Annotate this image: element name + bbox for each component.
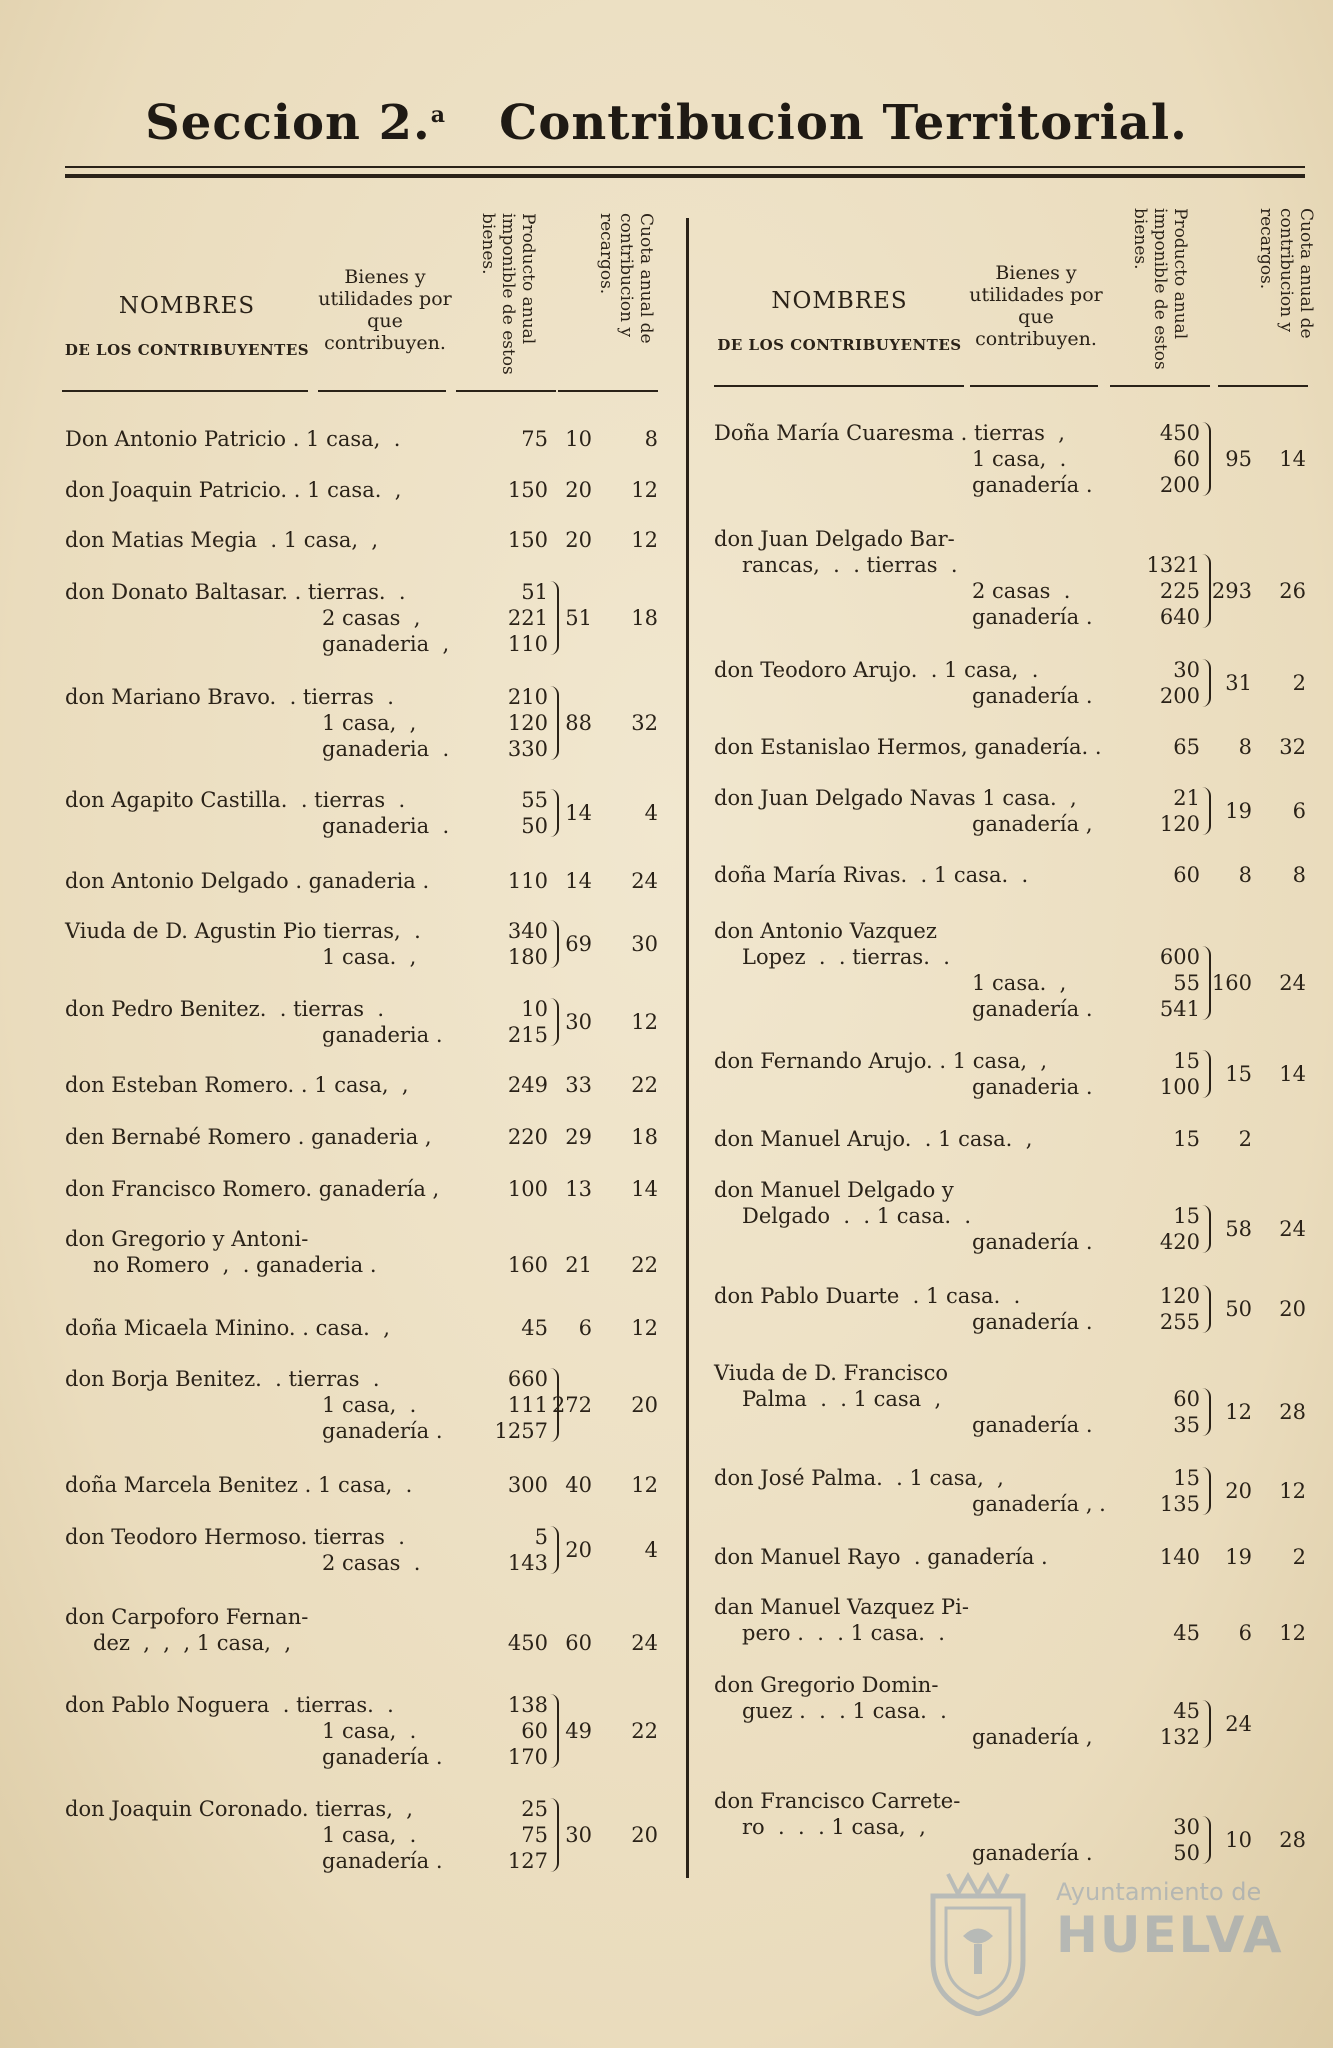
row-line: ganadería .: [972, 1310, 1093, 1334]
row-line: ganadería .: [972, 1841, 1093, 1865]
producto-value: 50: [521, 814, 548, 838]
cents-value: 26: [1279, 579, 1306, 603]
producto-value: 215: [507, 1023, 548, 1047]
producto-value: 110: [507, 869, 548, 893]
producto-value: 21: [1173, 786, 1200, 810]
row-line: ganadería ,: [972, 812, 1093, 836]
header-underline: [714, 385, 964, 387]
producto-value: 45: [521, 1316, 548, 1340]
cents-value: 4: [644, 1538, 658, 1562]
producto-value: 140: [1159, 1545, 1200, 1569]
title-rule-thick: [65, 174, 1305, 178]
cents-value: 6: [1292, 799, 1306, 823]
column-divider: [686, 218, 689, 1878]
header-producto: Producto anual imponible de estos bienes.: [478, 213, 538, 375]
cents-value: 20: [1279, 1297, 1306, 1321]
producto-value: 111: [507, 1393, 548, 1417]
row-line: Delgado . . 1 casa. .: [742, 1204, 972, 1228]
producto-value: 541: [1159, 997, 1200, 1021]
crest-icon: [918, 1866, 1038, 2016]
watermark-line1: Ayuntamiento de: [1056, 1878, 1262, 1906]
row-line: ganaderia .: [322, 814, 450, 838]
header-cuota: Cuota anual de contribucion y recargos.: [596, 213, 656, 344]
header-names: [62, 295, 312, 361]
producto-value: 127: [507, 1849, 548, 1873]
producto-value: 450: [507, 1631, 548, 1655]
row-line: 2 casas .: [972, 579, 1071, 603]
row-line: don Pablo Duarte . 1 casa. .: [714, 1284, 1021, 1308]
header-names: [712, 290, 967, 356]
row-line: ganaderia .: [322, 1023, 443, 1047]
row-line: don Teodoro Hermoso. tierras .: [65, 1525, 405, 1549]
row-line: 1 casa, .: [322, 1393, 417, 1417]
header-de-los-contribuyentes: DE LOS CONTRIBUYENTES: [64, 341, 310, 359]
row-line: ganaderia .: [322, 737, 450, 761]
cuota-value: 2: [1238, 1127, 1252, 1151]
row-line: ganadería .: [322, 1849, 443, 1873]
cents-value: 12: [631, 528, 658, 552]
header-underline: [456, 390, 556, 392]
cents-value: 22: [631, 1253, 658, 1277]
header-underline: [318, 390, 446, 392]
row-line: don Joaquin Patricio. . 1 casa. ,: [65, 478, 402, 502]
producto-value: 221: [507, 606, 548, 630]
header-cuota: Cuota anual de contribucion y recargos.: [1256, 208, 1316, 339]
cents-value: 18: [631, 1125, 658, 1149]
row-line: don Manuel Arujo. . 1 casa. ,: [714, 1127, 1033, 1151]
row-line: don Teodoro Arujo. . 1 casa, .: [714, 658, 1039, 682]
producto-value: 640: [1159, 605, 1200, 629]
producto-value: 100: [1159, 1075, 1200, 1099]
row-line: ganadería .: [322, 1745, 443, 1769]
row-line: 1 casa, .: [322, 1719, 417, 1743]
row-line: doña Marcela Benitez . 1 casa, .: [65, 1473, 413, 1497]
row-line: ganaderia ,: [322, 632, 450, 656]
cuota-value: 21: [565, 1253, 592, 1277]
cuota-value: 60: [565, 1631, 592, 1655]
producto-value: 120: [507, 711, 548, 735]
cents-value: 14: [631, 1177, 658, 1201]
cuota-value: 160: [1211, 971, 1252, 995]
producto-value: 1321: [1146, 553, 1200, 577]
producto-value: 45: [1173, 1699, 1200, 1723]
row-line: don Juan Delgado Bar-: [714, 527, 955, 551]
row-line: no Romero , . ganaderia .: [93, 1253, 377, 1277]
cents-value: 24: [1279, 1217, 1306, 1241]
row-line: 2 casas .: [322, 1551, 421, 1575]
row-line: ganadería .: [972, 997, 1093, 1021]
producto-value: 255: [1159, 1310, 1200, 1334]
producto-value: 150: [507, 478, 548, 502]
producto-value: 450: [1159, 421, 1200, 445]
row-line: don Mariano Bravo. . tierras .: [65, 685, 394, 709]
row-line: ganadería ,: [972, 1725, 1093, 1749]
producto-value: 135: [1159, 1492, 1200, 1516]
cents-value: 8: [644, 427, 658, 451]
header-nombres: NOMBRES: [118, 293, 256, 319]
header-underline: [1110, 385, 1210, 387]
row-line: rancas, . . tierras .: [742, 553, 958, 577]
producto-value: 180: [507, 945, 548, 969]
title-seccion-sup: a: [430, 102, 447, 128]
header-bienes: Bienes y utilidades por que contribuyen.: [969, 262, 1103, 350]
title-seccion: Seccion 2.: [145, 95, 431, 151]
row-line: don Antonio Delgado . ganaderia .: [65, 869, 430, 893]
row-line: 1 casa. ,: [972, 971, 1067, 995]
row-line: don Fernando Arujo. . 1 casa, ,: [714, 1049, 1048, 1073]
producto-value: 210: [507, 685, 548, 709]
producto-value: 65: [1173, 735, 1200, 759]
cuota-value: 29: [565, 1125, 592, 1149]
cents-value: 2: [1292, 671, 1306, 695]
cents-value: 28: [1279, 1400, 1306, 1424]
cuota-value: 14: [565, 801, 592, 825]
page-title: [0, 95, 1333, 151]
row-line: don Manuel Delgado y: [714, 1178, 954, 1202]
cuota-value: 40: [565, 1473, 592, 1497]
cents-value: 14: [1279, 447, 1306, 471]
producto-value: 75: [521, 1823, 548, 1847]
cuota-value: 95: [1225, 447, 1252, 471]
row-line: 1 casa, .: [322, 1823, 417, 1847]
cuota-value: 50: [1225, 1297, 1252, 1321]
row-line: don Francisco Carrete-: [714, 1789, 961, 1813]
row-line: den Bernabé Romero . ganaderia ,: [65, 1125, 432, 1149]
producto-value: 160: [507, 1253, 548, 1277]
cents-value: 12: [631, 1316, 658, 1340]
row-line: dan Manuel Vazquez Pi-: [714, 1595, 969, 1619]
cuota-value: 19: [1225, 799, 1252, 823]
row-line: don Matias Megia . 1 casa, ,: [65, 528, 379, 552]
row-line: dez , , , 1 casa, ,: [93, 1631, 292, 1655]
header-underline: [970, 385, 1098, 387]
cuota-value: 31: [1225, 671, 1252, 695]
cuota-value: 20: [565, 528, 592, 552]
producto-value: 100: [507, 1177, 548, 1201]
cents-value: 24: [631, 1631, 658, 1655]
cents-value: 12: [1279, 1621, 1306, 1645]
row-line: ganadería .: [972, 605, 1093, 629]
cents-value: 22: [631, 1719, 658, 1743]
producto-value: 120: [1159, 1284, 1200, 1308]
row-line: Viuda de D. Francisco: [714, 1361, 948, 1385]
cents-value: 12: [631, 1010, 658, 1034]
producto-value: 132: [1159, 1725, 1200, 1749]
row-line: don Agapito Castilla. . tierras .: [65, 788, 406, 812]
row-line: doña María Rivas. . 1 casa. .: [714, 863, 1029, 887]
producto-value: 10: [521, 997, 548, 1021]
row-line: don Borja Benitez. . tierras .: [65, 1367, 380, 1391]
producto-value: 300: [507, 1473, 548, 1497]
ayuntamiento-huelva-watermark: [918, 1866, 1298, 2016]
row-line: ganaderia .: [972, 1075, 1093, 1099]
row-line: ganadería .: [322, 1419, 443, 1443]
row-line: ganadería , .: [972, 1492, 1106, 1516]
producto-value: 1257: [494, 1419, 548, 1443]
producto-value: 15: [1173, 1049, 1200, 1073]
producto-value: 15: [1173, 1204, 1200, 1228]
cuota-value: 6: [578, 1316, 592, 1340]
cuota-value: 8: [1238, 863, 1252, 887]
cuota-value: 88: [565, 711, 592, 735]
row-line: don Estanislao Hermos, ganadería. .: [714, 735, 1102, 759]
producto-value: 110: [507, 632, 548, 656]
cents-value: 30: [631, 932, 658, 956]
producto-value: 5: [534, 1525, 548, 1549]
cuota-value: 12: [1225, 1400, 1252, 1424]
row-line: don José Palma. . 1 casa, ,: [714, 1466, 1004, 1490]
cuota-value: 15: [1225, 1062, 1252, 1086]
cents-value: 2: [1292, 1545, 1306, 1569]
cuota-value: 272: [551, 1393, 592, 1417]
row-line: don Antonio Vazquez: [714, 919, 937, 943]
producto-value: 120: [1159, 812, 1200, 836]
header-nombres: NOMBRES: [771, 288, 908, 314]
cuota-value: 20: [565, 478, 592, 502]
producto-value: 25: [521, 1797, 548, 1821]
row-line: 1 casa, .: [972, 447, 1067, 471]
header-underline: [558, 390, 658, 392]
header-bienes: Bienes y utilidades por que contribuyen.: [318, 266, 452, 354]
producto-value: 200: [1159, 473, 1200, 497]
row-line: don Gregorio Domin-: [714, 1673, 939, 1697]
producto-value: 200: [1159, 684, 1200, 708]
row-line: don Carpoforo Fernan-: [65, 1605, 309, 1629]
row-line: 1 casa, ,: [322, 711, 417, 735]
title-main: Contribucion Territorial.: [499, 95, 1188, 151]
producto-value: 225: [1159, 579, 1200, 603]
producto-value: 51: [521, 580, 548, 604]
producto-value: 15: [1173, 1127, 1200, 1151]
producto-value: 50: [1173, 1841, 1200, 1865]
row-line: don Francisco Romero. ganadería ,: [65, 1177, 440, 1201]
cuota-value: 19: [1225, 1545, 1252, 1569]
row-line: Viuda de D. Agustin Pio tierras, .: [65, 919, 421, 943]
cuota-value: 24: [1225, 1712, 1252, 1736]
producto-value: 249: [507, 1073, 548, 1097]
cents-value: 12: [1279, 1479, 1306, 1503]
cents-value: 32: [1279, 735, 1306, 759]
watermark-line2: HUELVA: [1056, 1906, 1284, 1964]
row-line: don Pedro Benitez. . tierras .: [65, 997, 385, 1021]
cuota-value: 49: [565, 1719, 592, 1743]
cuota-value: 30: [565, 1823, 592, 1847]
producto-value: 220: [507, 1125, 548, 1149]
producto-value: 340: [507, 919, 548, 943]
cuota-value: 10: [1225, 1828, 1252, 1852]
cents-value: 20: [631, 1823, 658, 1847]
row-line: don Pablo Noguera . tierras. .: [65, 1693, 394, 1717]
cuota-value: 20: [565, 1538, 592, 1562]
producto-value: 75: [521, 427, 548, 451]
producto-value: 55: [1173, 971, 1200, 995]
producto-value: 420: [1159, 1230, 1200, 1254]
row-line: don Juan Delgado Navas 1 casa. ,: [714, 786, 1077, 810]
producto-value: 35: [1173, 1413, 1200, 1437]
cents-value: 22: [631, 1073, 658, 1097]
row-line: pero . . . 1 casa. .: [742, 1621, 945, 1645]
producto-value: 60: [1173, 1387, 1200, 1411]
cents-value: 24: [1279, 971, 1306, 995]
cuota-value: 14: [565, 869, 592, 893]
producto-value: 30: [1173, 658, 1200, 682]
row-line: ganadería .: [972, 1413, 1093, 1437]
row-line: guez . . . 1 casa. .: [742, 1699, 947, 1723]
row-line: don Joaquin Coronado. tierras, ,: [65, 1797, 413, 1821]
producto-value: 150: [507, 528, 548, 552]
cuota-value: 293: [1211, 579, 1252, 603]
cuota-value: 30: [565, 1010, 592, 1034]
row-line: 2 casas ,: [322, 606, 421, 630]
title-rule-thin: [65, 166, 1305, 168]
row-line: Doña María Cuaresma . tierras ,: [714, 421, 1065, 445]
cents-value: 12: [631, 1473, 658, 1497]
row-line: ganadería .: [972, 684, 1093, 708]
cents-value: 8: [1292, 863, 1306, 887]
header-underline: [1218, 385, 1308, 387]
cuota-value: 51: [565, 606, 592, 630]
header-producto: Producto anual imponible de estos bienes.: [1130, 208, 1190, 370]
row-line: Lopez . . tierras. .: [742, 945, 950, 969]
cuota-value: 10: [565, 427, 592, 451]
row-line: don Esteban Romero. . 1 casa, ,: [65, 1073, 409, 1097]
row-line: Don Antonio Patricio . 1 casa, .: [65, 427, 401, 451]
cuota-value: 6: [1238, 1621, 1252, 1645]
producto-value: 143: [507, 1551, 548, 1575]
row-line: don Donato Baltasar. . tierras. .: [65, 580, 406, 604]
row-line: 1 casa. ,: [322, 945, 417, 969]
cents-value: 18: [631, 606, 658, 630]
cuota-value: 33: [565, 1073, 592, 1097]
header-underline: [62, 390, 308, 392]
row-line: Palma . . 1 casa ,: [742, 1387, 942, 1411]
cents-value: 20: [631, 1393, 658, 1417]
producto-value: 60: [1173, 863, 1200, 887]
cents-value: 4: [644, 801, 658, 825]
producto-value: 30: [1173, 1815, 1200, 1839]
row-line: doña Micaela Minino. . casa. ,: [65, 1316, 390, 1340]
producto-value: 138: [507, 1693, 548, 1717]
producto-value: 660: [507, 1367, 548, 1391]
row-line: ganadería .: [972, 1230, 1093, 1254]
cuota-value: 69: [565, 932, 592, 956]
producto-value: 170: [507, 1745, 548, 1769]
cents-value: 28: [1279, 1828, 1306, 1852]
row-line: don Gregorio y Antoni-: [65, 1227, 309, 1251]
producto-value: 330: [507, 737, 548, 761]
producto-value: 600: [1159, 945, 1200, 969]
cuota-value: 20: [1225, 1479, 1252, 1503]
row-line: don Manuel Rayo . ganadería .: [714, 1545, 1048, 1569]
producto-value: 60: [1173, 447, 1200, 471]
cents-value: 32: [631, 711, 658, 735]
producto-value: 60: [521, 1719, 548, 1743]
cuota-value: 58: [1225, 1217, 1252, 1241]
cents-value: 24: [631, 869, 658, 893]
cuota-value: 8: [1238, 735, 1252, 759]
row-line: ganadería .: [972, 473, 1093, 497]
producto-value: 55: [521, 788, 548, 812]
cuota-value: 13: [565, 1177, 592, 1201]
cents-value: 14: [1279, 1062, 1306, 1086]
row-line: ro . . . 1 casa, ,: [742, 1815, 926, 1839]
cents-value: 12: [631, 478, 658, 502]
producto-value: 15: [1173, 1466, 1200, 1490]
producto-value: 45: [1173, 1621, 1200, 1645]
header-de-los-contribuyentes: DE LOS CONTRIBUYENTES: [717, 336, 962, 354]
